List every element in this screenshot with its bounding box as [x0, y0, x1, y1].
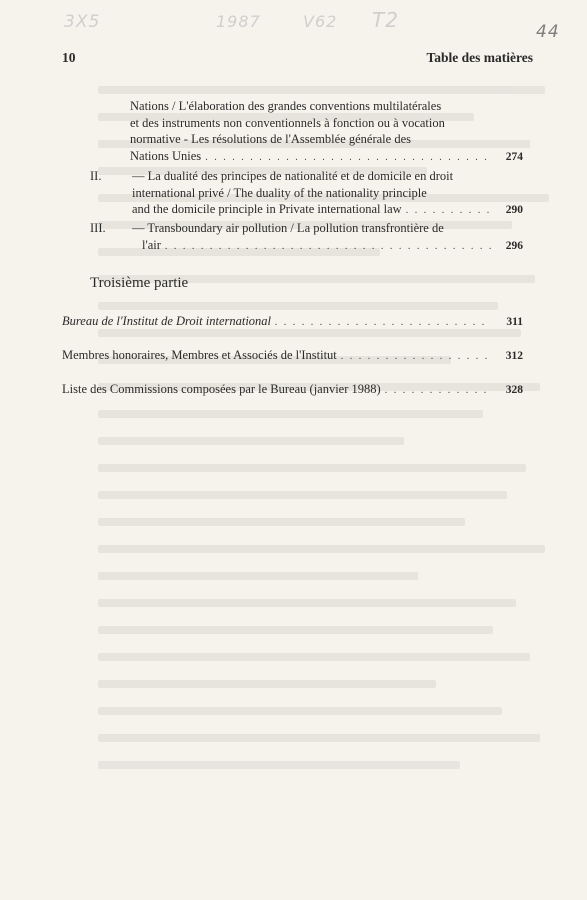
pencil-note-5: 44 [536, 22, 560, 42]
toc-entry-last-line [132, 237, 523, 256]
toc-page-number: 312 [505, 350, 523, 362]
dot-leader [385, 383, 491, 399]
toc-page-number: 311 [506, 316, 523, 328]
toc-entry-text: l'air [142, 237, 161, 252]
dot-leader [275, 315, 491, 331]
page-number: 10 [62, 50, 76, 65]
toc-row-label: Liste des Commissions composées par le Bureau (janvier 1988) [62, 382, 381, 396]
pencil-note-4: T2 [372, 8, 399, 32]
roman-numeral: III. [90, 221, 106, 235]
toc-entry-last-line [130, 148, 523, 167]
running-title: Table des matières [426, 50, 533, 65]
roman-numeral: II. [90, 169, 102, 183]
dot-leader [205, 150, 491, 167]
toc-entry-line: normative - Les résolutions de l'Assemblée générale des [130, 132, 411, 146]
toc-row-label: Membres honoraires, Membres et Associés de l'Institut [62, 348, 337, 362]
pencil-note-3: V62 [303, 12, 338, 31]
toc-entry-iii [90, 220, 523, 255]
pencil-note-1: 3X5 [64, 12, 101, 32]
toc-row-commissions [62, 381, 523, 399]
dot-leader [341, 349, 491, 365]
toc-entry-last-line [132, 201, 523, 220]
toc-entry-line: — La dualité des principes de nationalité et de domicile en droit [132, 169, 454, 183]
toc-row-bureau [62, 313, 523, 331]
toc-entry-ii [90, 168, 523, 220]
toc-entry-text: and the domicile principle in Private international law [132, 202, 402, 216]
toc-entry-line: — Transboundary air pollution / La pollution transfrontière de [132, 221, 444, 235]
section-heading: Troisième partie [90, 275, 189, 291]
toc-page-number: 296 [505, 239, 523, 252]
toc-entry-line: et des instruments non conventionnels à fonction ou à vocation [130, 115, 445, 130]
toc-entry-line: international privé / The duality of the nationality principle [132, 185, 427, 200]
toc-page-number: 328 [505, 384, 523, 396]
toc-entry-line: Nations / L'élaboration des grandes conventions multilatérales [130, 99, 442, 113]
toc-row-label: Bureau de l'Institut de Droit international [62, 314, 272, 328]
toc-row-membres [62, 347, 523, 365]
dot-leader [165, 239, 491, 256]
pencil-note-2: 1987 [216, 12, 261, 31]
toc-entry-nations [130, 98, 523, 166]
toc-page-number: 290 [505, 204, 523, 216]
toc-entry-text: Nations Unies [130, 148, 202, 163]
toc-page-number: 274 [505, 150, 523, 163]
dot-leader [406, 203, 491, 220]
